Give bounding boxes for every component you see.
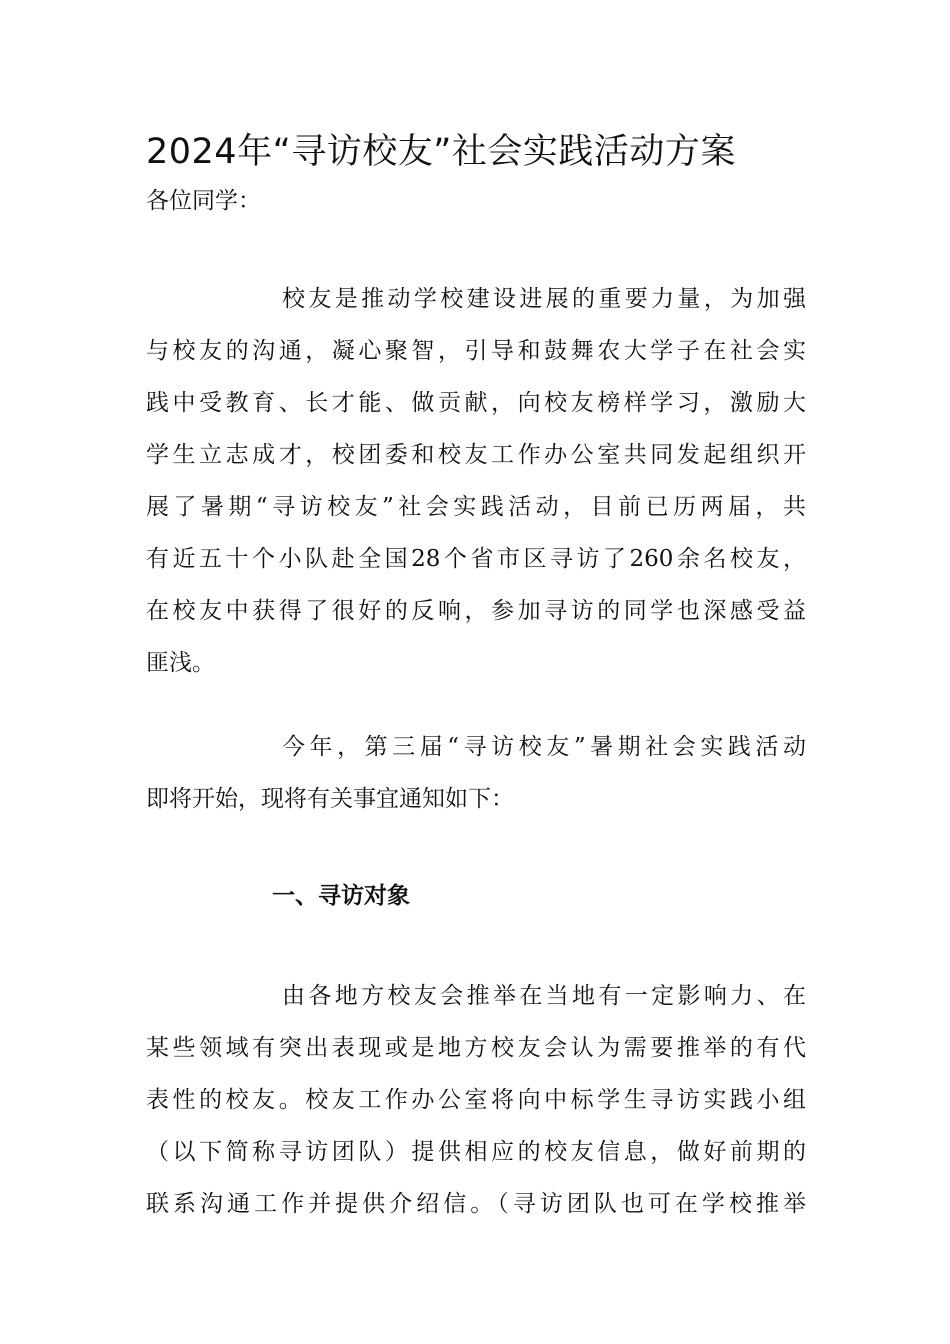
paragraph-line: 联系沟通工作并提供介绍信。（寻访团队也可在学校推举 [146,1191,806,1217]
paragraph-line: 有近五十个小队赴全国28个省市区寻访了260余名校友， [146,546,806,572]
paragraph-line: 由各地方校友会推举在当地有一定影响力、在 [282,983,806,1009]
greeting: 各位同学： [146,188,261,214]
paragraph-line: 表性的校友。校友工作办公室将向中标学生寻访实践小组 [146,1087,806,1113]
paragraph-line: 即将开始，现将有关事宜通知如下： [146,786,514,812]
paragraph-intro [146,273,806,689]
paragraph-targets [146,970,806,1230]
paragraph-line: 践中受教育、长才能、做贡献，向校友榜样学习，激励大 [146,390,806,416]
paragraph-line: 展了暑期“寻访校友”社会实践活动，目前已历两届，共 [146,494,806,520]
paragraph-line: 与校友的沟通，凝心聚智，引导和鼓舞农大学子在社会实 [146,338,806,364]
paragraph-line: 在校友中获得了很好的反响，参加寻访的同学也深感受益 [146,598,806,624]
document-page [146,0,806,1344]
document-title: 2024年“寻访校友”社会实践活动方案 [146,132,736,172]
section-heading-targets: 一、寻访对象 [272,882,410,909]
paragraph-notice [146,721,806,825]
paragraph-line: 匪浅。 [146,650,215,676]
paragraph-line: 学生立志成才，校团委和校友工作办公室共同发起组织开 [146,442,806,468]
paragraph-line: 今年，第三届“寻访校友”暑期社会实践活动 [282,734,806,760]
paragraph-line: 某些领域有突出表现或是地方校友会认为需要推举的有代 [146,1035,806,1061]
paragraph-line: （以下简称寻访团队）提供相应的校友信息，做好前期的 [146,1139,806,1165]
paragraph-line: 校友是推动学校建设进展的重要力量，为加强 [282,286,806,312]
